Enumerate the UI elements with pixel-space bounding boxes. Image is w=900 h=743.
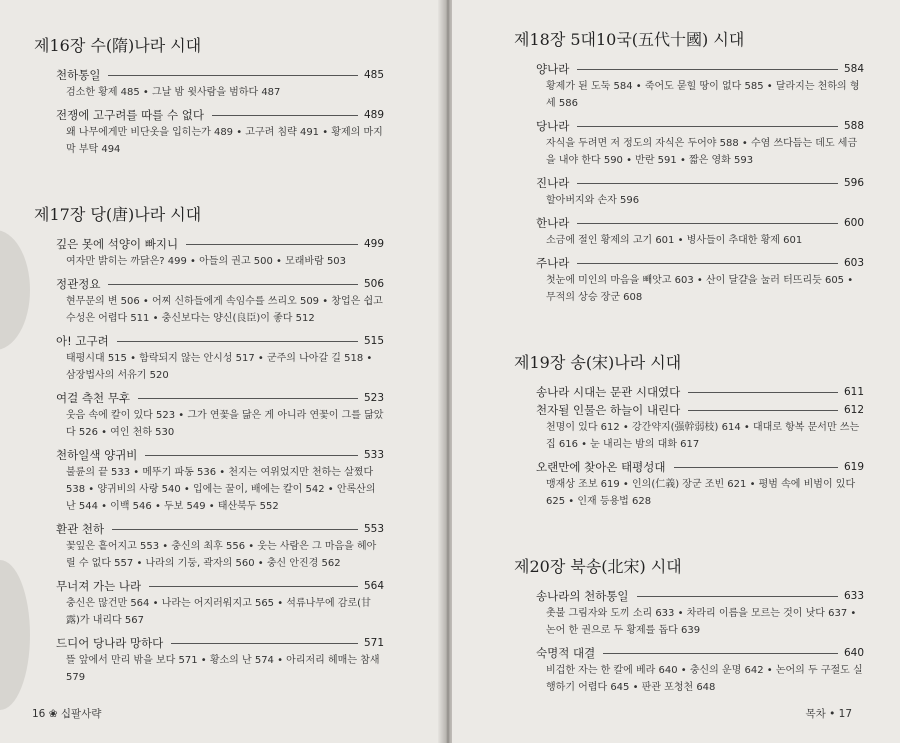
section-heading[interactable] [536,644,864,662]
page-number: 619 [843,461,864,473]
chapter-title: 제20장 북송(北宋) 시대 [514,557,682,576]
leader-line [117,341,358,342]
leader-line [186,244,358,245]
page-number: 600 [843,217,864,229]
page-number: 506 [363,278,384,290]
section-heading[interactable] [56,520,384,538]
subsection-list: 충신은 많건만 564 • 나라는 어지러워지고 565 • 석류나무에 감로(甘露)가 내리다 567 [66,598,372,626]
section-heading[interactable] [56,446,384,464]
toc-right [514,28,864,701]
section-title: 양나라 [536,62,570,76]
leader-line [577,263,838,264]
section-heading[interactable] [536,587,864,605]
leader-line [212,115,358,116]
section-title: 오랜만에 찾아온 태평성대 [536,460,666,474]
subsection-list: 검소한 황제 485 • 그날 밤 윗사람을 범하다 487 [66,87,281,98]
section-title: 정관정요 [56,277,101,291]
toc-left [34,34,384,691]
left-page [0,0,443,743]
section-title: 아! 고구려 [56,334,109,348]
toc-section [56,332,384,384]
section-title: 천자될 인물은 하늘이 내린다 [536,403,681,417]
subsection-list: 첫눈에 미인의 마음을 빼앗고 603 • 산이 달걀을 눌러 터뜨리듯 605 • 무적의 상승 장군 608 [546,275,854,303]
page-number: 596 [843,177,864,189]
section-title: 전쟁에 고구려를 따를 수 없다 [56,108,204,122]
leader-line [577,69,838,70]
leader-line [138,398,358,399]
toc-section [536,117,864,169]
leader-line [108,284,358,285]
section-title: 깊은 못에 석양이 빠지니 [56,237,179,251]
leader-line [577,183,838,184]
section-heading[interactable] [56,332,384,350]
toc-section [536,383,864,401]
subsection-list: 불륜의 끝 533 • 메뚜기 파동 536 • 천지는 여위었지만 천하는 살쪘다 538 • 양귀비의 사랑 540 • 입에는 꿀이, 배에는 칼이 542 • 안록산의 난 544 • 이백 546 • 두보 549 • 태산북두 552 [66,467,376,512]
section-heading[interactable] [536,401,864,419]
subsection-list: 여자만 밝히는 까닭은? 499 • 아들의 권고 500 • 모래바람 503 [66,256,347,267]
section-heading[interactable] [536,254,864,272]
subsection-list: 비겁한 자는 한 칼에 베라 640 • 충신의 운명 642 • 논어의 두 구절도 실행하기 어렵다 645 • 판관 포청천 648 [546,665,863,693]
toc-section [56,275,384,327]
subsection-list: 할아버지와 손자 596 [546,195,640,206]
toc-section [536,214,864,249]
page-number: 640 [843,647,864,659]
section-title: 송나라의 천하통일 [536,589,629,603]
subsection-list: 웃음 속에 칼이 있다 523 • 그가 연꽃을 닮은 게 아니라 연꽃이 그를 닮았다 526 • 여인 천하 530 [66,410,384,438]
toc-section [56,66,384,101]
page-number: 523 [363,392,384,404]
section-title: 주나라 [536,256,570,270]
section-title: 당나라 [536,119,570,133]
leader-line [577,223,838,224]
subsection-list: 천명이 있다 612 • 강간약지(强幹弱枝) 614 • 대대로 항복 문서만 쓰는 집 616 • 눈 내리는 밤의 대화 617 [546,422,860,450]
section-title: 여걸 측천 무후 [56,391,130,405]
leader-line [577,126,838,127]
section-title: 천하통일 [56,68,101,82]
section-heading[interactable] [536,214,864,232]
page-number: 489 [363,109,384,121]
chapter-title: 제18장 5대10국(五代十國) 시대 [514,30,745,49]
leader-line [688,410,838,411]
page-number: 633 [843,590,864,602]
section-title: 환관 천하 [56,522,105,536]
section-title: 진나라 [536,176,570,190]
subsection-list: 현무문의 변 506 • 어찌 신하들에게 속임수를 쓰리오 509 • 창업은 쉽고 수성은 어렵다 511 • 충신보다는 양신(良臣)이 좋다 512 [66,296,383,324]
section-heading[interactable] [536,174,864,192]
section-title: 천하일색 양귀비 [56,448,138,462]
subsection-list: 황제가 된 도둑 584 • 죽어도 묻힐 땅이 없다 585 • 달라지는 천하의 형세 586 [546,81,860,109]
page-number: 603 [843,257,864,269]
page-footer: 16 ❀ 십팔사략 [32,708,102,720]
subsection-list: 촛불 그림자와 도끼 소리 633 • 차라리 이름을 모르는 것이 낫다 637 • 논어 한 권으로 두 황제를 돕다 639 [546,608,857,636]
toc-section [56,235,384,270]
subsection-list: 자식을 두려면 저 정도의 자식은 두어야 588 • 수염 쓰다듬는 데도 세금을 내야 한다 590 • 반란 591 • 짧은 영화 593 [546,138,858,166]
section-heading[interactable] [536,383,864,401]
toc-section [56,634,384,686]
toc-section [536,60,864,112]
section-heading[interactable] [536,458,864,476]
section-heading[interactable] [56,235,384,253]
leader-line [171,643,358,644]
ink-blot [0,560,30,710]
subsection-list: 왜 나무에게만 비단옷을 입히는가 489 • 고구려 침략 491 • 황제의 마지막 부탁 494 [66,127,383,155]
toc-section [536,174,864,209]
toc-section [536,587,864,639]
section-heading[interactable] [56,577,384,595]
subsection-list: 꽃잎은 흩어지고 553 • 충신의 최후 556 • 웃는 사람은 그 마음을 헤아릴 수 없다 557 • 나라의 기둥, 곽자의 560 • 충신 안진경 562 [66,541,377,569]
chapter-title: 제16장 수(隋)나라 시대 [34,36,202,55]
section-title: 한나라 [536,216,570,230]
section-heading[interactable] [56,66,384,84]
leader-line [688,392,838,393]
section-title: 드디어 당나라 망하다 [56,636,164,650]
ink-blot [0,230,30,350]
leader-line [637,596,838,597]
leader-line [674,467,838,468]
leader-line [603,653,838,654]
section-heading[interactable] [56,106,384,124]
page-footer: 목차 • 17 [805,708,852,720]
section-heading[interactable] [56,634,384,652]
chapter-title: 제17장 당(唐)나라 시대 [34,205,202,224]
toc-section [56,577,384,629]
section-title: 숙명적 대결 [536,646,596,660]
section-heading[interactable] [56,389,384,407]
page-number: 584 [843,63,864,75]
toc-section [536,458,864,510]
page-number: 564 [363,580,384,592]
subsection-list: 소금에 절인 황제의 고기 601 • 병사들이 추대한 황제 601 [546,235,803,246]
section-heading[interactable] [536,117,864,135]
leader-line [112,529,358,530]
page-number: 499 [363,238,384,250]
page-number: 588 [843,120,864,132]
page-number: 485 [363,69,384,81]
section-heading[interactable] [56,275,384,293]
toc-section [56,389,384,441]
toc-section [56,520,384,572]
page-number: 612 [843,404,864,416]
subsection-list: 맹재상 조보 619 • 인의(仁義) 장군 조빈 621 • 평범 속에 비범이 있다 625 • 인재 등용법 628 [546,479,856,507]
toc-section [536,254,864,306]
section-title: 무너져 가는 나라 [56,579,142,593]
section-heading[interactable] [536,60,864,78]
leader-line [108,75,358,76]
toc-section [56,106,384,158]
page-number: 571 [363,637,384,649]
subsection-list: 태평시대 515 • 함락되지 않는 안시성 517 • 군주의 나아갈 길 518 • 삼장법사의 서유기 520 [66,353,373,381]
leader-line [149,586,358,587]
right-page [452,0,900,743]
toc-section [56,446,384,515]
page-number: 553 [363,523,384,535]
toc-section [536,644,864,696]
page-number: 533 [363,449,384,461]
page-number: 611 [843,386,864,398]
leader-line [145,455,358,456]
section-title: 송나라 시대는 문관 시대였다 [536,385,681,399]
toc-section [536,401,864,453]
subsection-list: 뜰 앞에서 만리 밖을 보다 571 • 황소의 난 574 • 아리저리 헤매는 참새 579 [66,655,380,683]
chapter-title: 제19장 송(宋)나라 시대 [514,353,682,372]
page-number: 515 [363,335,384,347]
